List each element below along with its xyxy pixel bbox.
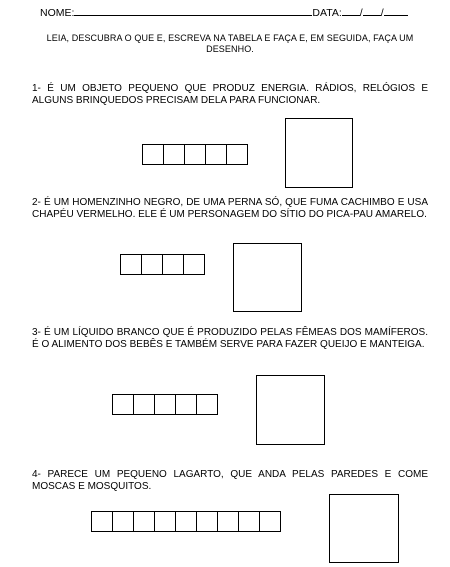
question-4-text: 4- PARECE UM PEQUENO LAGARTO, QUE ANDA PELAS PAREDES E COME MOSCAS E MOSQUITOS. [32, 469, 428, 492]
question-3-drawing-box[interactable] [256, 375, 325, 445]
letter-cell[interactable] [259, 511, 281, 532]
letter-cell[interactable] [184, 144, 206, 165]
question-2-drawing-box[interactable] [233, 243, 302, 312]
letter-cell[interactable] [162, 254, 184, 275]
letter-cell[interactable] [141, 254, 163, 275]
question-3-answer-cells[interactable] [112, 394, 217, 415]
question-2-text: 2- É UM HOMENZINHO NEGRO, DE UMA PERNA SÓ, QUE FUMA CACHIMBO E USA CHAPÉU VERMELHO. ELE É UM PERSONAGEM DO SÍTIO DO PICA-PAU AMARELO. [32, 197, 428, 220]
question-1-text: 1- É UM OBJETO PEQUENO QUE PRODUZ ENERGIA. RÁDIOS, RELÓGIOS E ALGUNS BRINQUEDOS PRECISAM DELA PARA FUNCIONAR. [32, 83, 428, 106]
date-label: DATA: [312, 7, 342, 19]
letter-cell[interactable] [133, 394, 155, 415]
letter-cell[interactable] [175, 394, 197, 415]
letter-cell[interactable] [112, 511, 134, 532]
letter-cell[interactable] [112, 394, 134, 415]
letter-cell[interactable] [154, 394, 176, 415]
letter-cell[interactable] [226, 144, 248, 165]
letter-cell[interactable] [205, 144, 227, 165]
question-1-answer-cells[interactable] [142, 144, 247, 165]
letter-cell[interactable] [133, 511, 155, 532]
letter-cell[interactable] [183, 254, 205, 275]
letter-cell[interactable] [91, 511, 113, 532]
name-field[interactable] [74, 6, 312, 16]
letter-cell[interactable] [142, 144, 164, 165]
letter-cell[interactable] [163, 144, 185, 165]
header-line [40, 6, 408, 19]
question-4-drawing-box[interactable] [329, 494, 399, 563]
name-label: NOME: [40, 7, 75, 19]
date-separator-1: / [359, 7, 363, 19]
question-2-answer-cells[interactable] [120, 254, 204, 275]
letter-cell[interactable] [217, 511, 239, 532]
letter-cell[interactable] [196, 394, 218, 415]
letter-cell[interactable] [154, 511, 176, 532]
instructions: LEIA, DESCUBRA O QUE E, ESCREVA NA TABELA E FAÇA E, EM SEGUIDA, FAÇA UM DESENHO. [46, 33, 414, 54]
date-day-field[interactable] [342, 6, 360, 16]
date-month-field[interactable] [363, 6, 381, 16]
question-4-answer-cells[interactable] [91, 511, 280, 532]
letter-cell[interactable] [238, 511, 260, 532]
question-1-drawing-box[interactable] [285, 118, 353, 188]
date-separator-2: / [380, 7, 384, 19]
letter-cell[interactable] [175, 511, 197, 532]
date-year-field[interactable] [384, 6, 408, 16]
letter-cell[interactable] [120, 254, 142, 275]
question-3-text: 3- É UM LÍQUIDO BRANCO QUE É PRODUZIDO PELAS FÊMEAS DOS MAMÍFEROS. É O ALIMENTO DOS BEBÊS E TAMBÉM SERVE PARA FAZER QUEIJO E MANTEIGA. [32, 327, 428, 350]
letter-cell[interactable] [196, 511, 218, 532]
